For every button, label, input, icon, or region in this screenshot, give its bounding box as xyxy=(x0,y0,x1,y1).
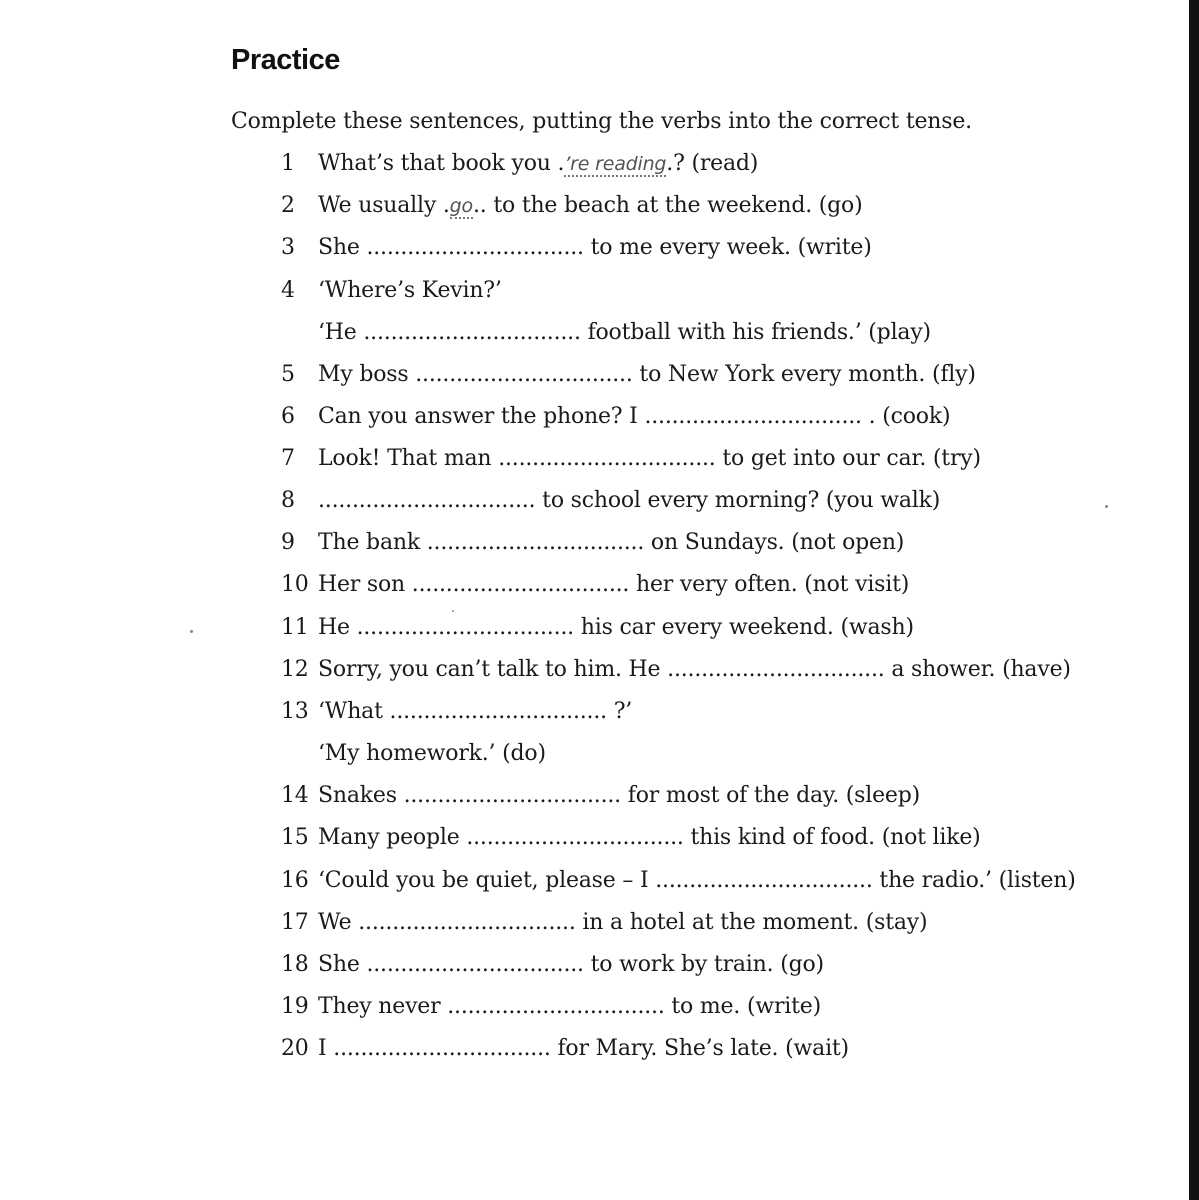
item-number: 3 xyxy=(281,235,295,260)
item-number: 20 xyxy=(281,1036,309,1061)
page-edge xyxy=(1189,0,1199,1200)
scan-speck xyxy=(452,610,454,612)
item-text[interactable]: ................................ to school every morning? (you walk) xyxy=(318,488,941,513)
item-text: ‘Where’s Kevin?’ xyxy=(318,278,502,303)
item-number: 19 xyxy=(281,994,309,1019)
item-text[interactable]: I ................................ for Mary. She’s late. (wait) xyxy=(318,1036,849,1061)
item-text[interactable]: She ................................ to work by train. (go) xyxy=(318,952,824,977)
item-text: What’s that book you .’re reading.? (read) xyxy=(318,151,759,176)
item-number: 1 xyxy=(281,151,295,176)
instructions: Complete these sentences, putting the verbs into the correct tense. xyxy=(231,109,972,134)
item-number: 12 xyxy=(281,657,309,682)
item-text[interactable]: Can you answer the phone? I ................................ . (cook) xyxy=(318,404,951,429)
item-number: 15 xyxy=(281,825,309,850)
item-text[interactable]: Many people ................................ this kind of food. (not like) xyxy=(318,825,981,850)
item-text[interactable]: My boss ................................ to New York every month. (fly) xyxy=(318,362,976,387)
item-text[interactable]: They never ................................ to me. (write) xyxy=(318,994,821,1019)
item-number: 13 xyxy=(281,699,309,724)
item-text[interactable]: ‘What ................................ ?’ xyxy=(318,699,633,724)
item-number: 2 xyxy=(281,193,295,218)
scan-speck xyxy=(1105,505,1108,508)
item-text[interactable]: Snakes ................................ for most of the day. (sleep) xyxy=(318,783,921,808)
scan-speck xyxy=(190,630,193,633)
item-number: 9 xyxy=(281,530,295,555)
item-text[interactable]: We ................................ in a hotel at the moment. (stay) xyxy=(318,910,928,935)
item-number: 17 xyxy=(281,910,309,935)
item-text: ‘My homework.’ (do) xyxy=(318,741,546,766)
item-number: 16 xyxy=(281,868,309,893)
item-number: 4 xyxy=(281,278,295,303)
item-number: 18 xyxy=(281,952,309,977)
item-number: 7 xyxy=(281,446,295,471)
item-number: 8 xyxy=(281,488,295,513)
item-text: We usually .go.. to the beach at the weekend. (go) xyxy=(318,193,863,218)
item-text[interactable]: Her son ................................ her very often. (not visit) xyxy=(318,572,910,597)
item-text[interactable]: Sorry, you can’t talk to him. He ................................ a shower. (have) xyxy=(318,657,1071,682)
item-text[interactable]: The bank ................................ on Sundays. (not open) xyxy=(318,530,905,555)
item-text[interactable]: Look! That man ................................ to get into our car. (try) xyxy=(318,446,981,471)
item-text[interactable]: He ................................ his car every weekend. (wash) xyxy=(318,615,914,640)
item-number: 11 xyxy=(281,615,309,640)
handwritten-answer[interactable]: go xyxy=(449,195,473,217)
item-number: 10 xyxy=(281,572,309,597)
handwritten-answer[interactable]: ’re reading xyxy=(564,153,667,175)
item-text[interactable]: She ................................ to me every week. (write) xyxy=(318,235,872,260)
item-number: 5 xyxy=(281,362,295,387)
item-text[interactable]: ‘He ................................ football with his friends.’ (play) xyxy=(318,320,931,345)
item-number: 14 xyxy=(281,783,309,808)
item-text[interactable]: ‘Could you be quiet, please – I ................................ the radio.’ (listen) xyxy=(318,868,1076,893)
page-title: Practice xyxy=(231,44,340,76)
item-number: 6 xyxy=(281,404,295,429)
